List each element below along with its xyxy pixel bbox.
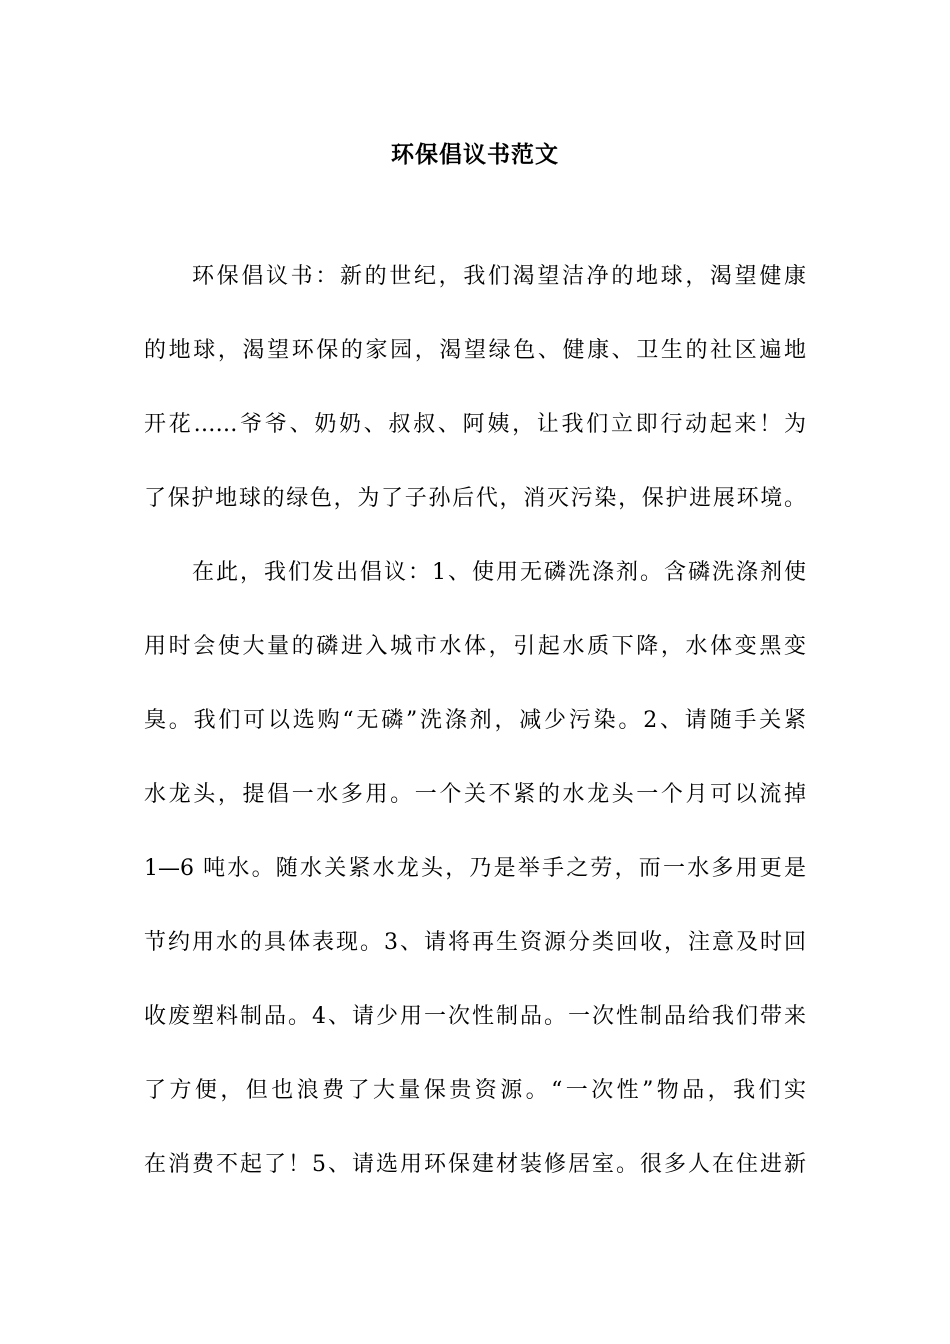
paragraph-1-line-2: 的地球，渴望环保的家园，渴望绿色、健康、卫生的社区遍地 [144, 338, 806, 363]
paragraph-2-line-3: 臭。我们可以选购“无磷”洗涤剂，减少污染。2、请随手关紧 [144, 708, 806, 733]
paragraph-2-line-1: 在此，我们发出倡议：1、使用无磷洗涤剂。含磷洗涤剂使 [192, 560, 806, 585]
paragraph-2-line-9: 在消费不起了！5、请选用环保建材装修居室。很多人在住进新 [144, 1152, 806, 1177]
paragraph-1-line-3: 开花……爷爷、奶奶、叔叔、阿姨，让我们立即行动起来！为 [144, 412, 806, 437]
paragraph-1-line-4: 了保护地球的绿色，为了子孙后代，消灭污染，保护进展环境。 [144, 486, 806, 511]
paragraph-2-line-6: 节约用水的具体表现。3、请将再生资源分类回收，注意及时回 [144, 930, 806, 955]
paragraph-2-line-8: 了方便，但也浪费了大量保贵资源。“一次性”物品，我们实 [144, 1078, 806, 1103]
paragraph-1-line-1: 环保倡议书：新的世纪，我们渴望洁净的地球，渴望健康 [192, 264, 806, 289]
paragraph-2-line-2: 用时会使大量的磷进入城市水体，引起水质下降，水体变黑变 [144, 634, 806, 659]
paragraph-2-line-4: 水龙头，提倡一水多用。一个关不紧的水龙头一个月可以流掉 [144, 782, 806, 807]
paragraph-2-line-5: 1—6 吨水。随水关紧水龙头，乃是举手之劳，而一水多用更是 [144, 856, 806, 881]
document-title: 环保倡议书范文 [391, 141, 559, 168]
paragraph-2-line-7: 收废塑料制品。4、请少用一次性制品。一次性制品给我们带来 [144, 1004, 806, 1029]
